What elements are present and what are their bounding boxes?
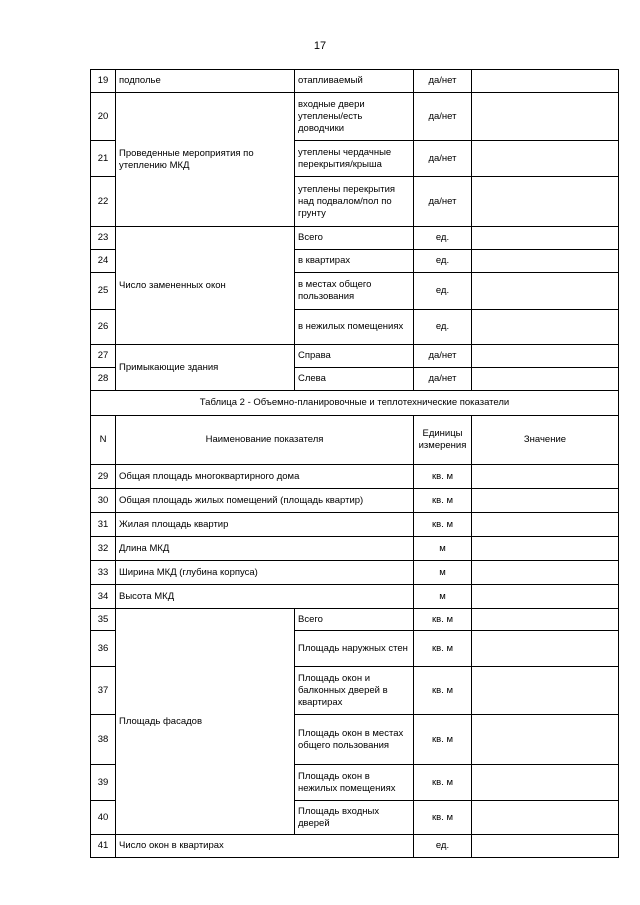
sub-indicator: в местах общего пользования [295,273,414,310]
row-number: 34 [91,585,116,609]
unit-cell: да/нет [414,70,472,93]
indicators-table [90,69,619,858]
value-cell [472,765,619,801]
value-cell [472,177,619,227]
unit-cell: кв. м [414,715,472,765]
value-cell [472,250,619,273]
value-cell [472,345,619,368]
row-number: 38 [91,715,116,765]
table-row [91,489,619,513]
table-row [91,93,619,141]
sub-indicator: утеплены чердачные перекрытия/крыша [295,141,414,177]
header-unit: Единицы измерения [414,416,472,465]
group-insulation-label: Проведенные мероприятия по утеплению МКД [116,93,295,227]
unit-cell: ед. [414,227,472,250]
row-number: 29 [91,465,116,489]
value-cell [472,715,619,765]
value-cell [472,368,619,391]
unit-cell: кв. м [414,667,472,715]
row-number: 39 [91,765,116,801]
header-value: Значение [472,416,619,465]
table-row [91,537,619,561]
unit-cell: кв. м [414,513,472,537]
value-cell [472,667,619,715]
value-cell [472,465,619,489]
sub-indicator: Площадь окон в местах общего пользования [295,715,414,765]
unit-cell: ед. [414,835,472,858]
row-number: 21 [91,141,116,177]
row-number: 27 [91,345,116,368]
value-cell [472,489,619,513]
value-cell [472,93,619,141]
value-cell [472,835,619,858]
unit-cell: ед. [414,250,472,273]
sub-indicator: Площадь входных дверей [295,801,414,835]
row-number: 26 [91,310,116,345]
unit-cell: да/нет [414,368,472,391]
row-number: 32 [91,537,116,561]
value-cell [472,537,619,561]
value-cell [472,609,619,631]
unit-cell: м [414,585,472,609]
value-cell [472,310,619,345]
table-row [91,609,619,631]
row-number: 37 [91,667,116,715]
unit-cell: м [414,561,472,585]
unit-cell: кв. м [414,489,472,513]
row-number: 24 [91,250,116,273]
table-row [91,345,619,368]
sub-indicator: Площадь окон в нежилых помещениях [295,765,414,801]
header-name: Наименование показателя [116,416,414,465]
row-number: 40 [91,801,116,835]
row-number: 36 [91,631,116,667]
unit-cell: да/нет [414,345,472,368]
table-row [91,70,619,93]
unit-cell: да/нет [414,177,472,227]
value-cell [472,561,619,585]
unit-cell: кв. м [414,631,472,667]
unit-cell: кв. м [414,801,472,835]
header-number: N [91,416,116,465]
group-facades-label: Площадь фасадов [116,609,295,835]
sub-indicator: Всего [295,227,414,250]
unit-cell: кв. м [414,765,472,801]
table-row [91,835,619,858]
table2-caption: Таблица 2 - Объемно-планировочные и теплотехнические показатели [91,391,619,416]
row-number: 33 [91,561,116,585]
sub-indicator: Слева [295,368,414,391]
value-cell [472,513,619,537]
sub-indicator: Справа [295,345,414,368]
value-cell [472,631,619,667]
page-number: 17 [313,40,327,52]
table2-caption-row [91,391,619,416]
row-number: 41 [91,835,116,858]
value-cell [472,70,619,93]
sub-indicator: утеплены перекрытия над подвалом/пол по грунту [295,177,414,227]
row-number: 25 [91,273,116,310]
indicator-name: Длина МКД [116,537,414,561]
indicator-name: Общая площадь жилых помещений (площадь квартир) [116,489,414,513]
unit-cell: кв. м [414,465,472,489]
value-cell [472,801,619,835]
value-cell [472,141,619,177]
row-number: 31 [91,513,116,537]
value-cell [472,585,619,609]
unit-cell: кв. м [414,609,472,631]
unit-cell: м [414,537,472,561]
sub-indicator: отапливаемый [295,70,414,93]
row-number: 35 [91,609,116,631]
sub-indicator: Площадь наружных стен [295,631,414,667]
indicator-name: подполье [116,70,295,93]
indicator-name: Число окон в квартирах [116,835,414,858]
sub-indicator: входные двери утеплены/есть доводчики [295,93,414,141]
sub-indicator: в нежилых помещениях [295,310,414,345]
table-row [91,513,619,537]
unit-cell: ед. [414,310,472,345]
row-number: 20 [91,93,116,141]
indicator-name: Высота МКД [116,585,414,609]
group-windows-label: Число замененных окон [116,227,295,345]
indicator-name: Жилая площадь квартир [116,513,414,537]
row-number: 28 [91,368,116,391]
unit-cell: да/нет [414,93,472,141]
indicator-name: Ширина МКД (глубина корпуса) [116,561,414,585]
value-cell [472,273,619,310]
table2-header-row [91,416,619,465]
group-adjacent-label: Примыкающие здания [116,345,295,391]
value-cell [472,227,619,250]
table-row [91,465,619,489]
row-number: 30 [91,489,116,513]
sub-indicator: Всего [295,609,414,631]
table-row [91,585,619,609]
table-row [91,227,619,250]
sub-indicator: в квартирах [295,250,414,273]
row-number: 22 [91,177,116,227]
unit-cell: ед. [414,273,472,310]
row-number: 23 [91,227,116,250]
sub-indicator: Площадь окон и балконных дверей в квартирах [295,667,414,715]
indicator-name: Общая площадь многоквартирного дома [116,465,414,489]
unit-cell: да/нет [414,141,472,177]
table-row [91,561,619,585]
row-number: 19 [91,70,116,93]
